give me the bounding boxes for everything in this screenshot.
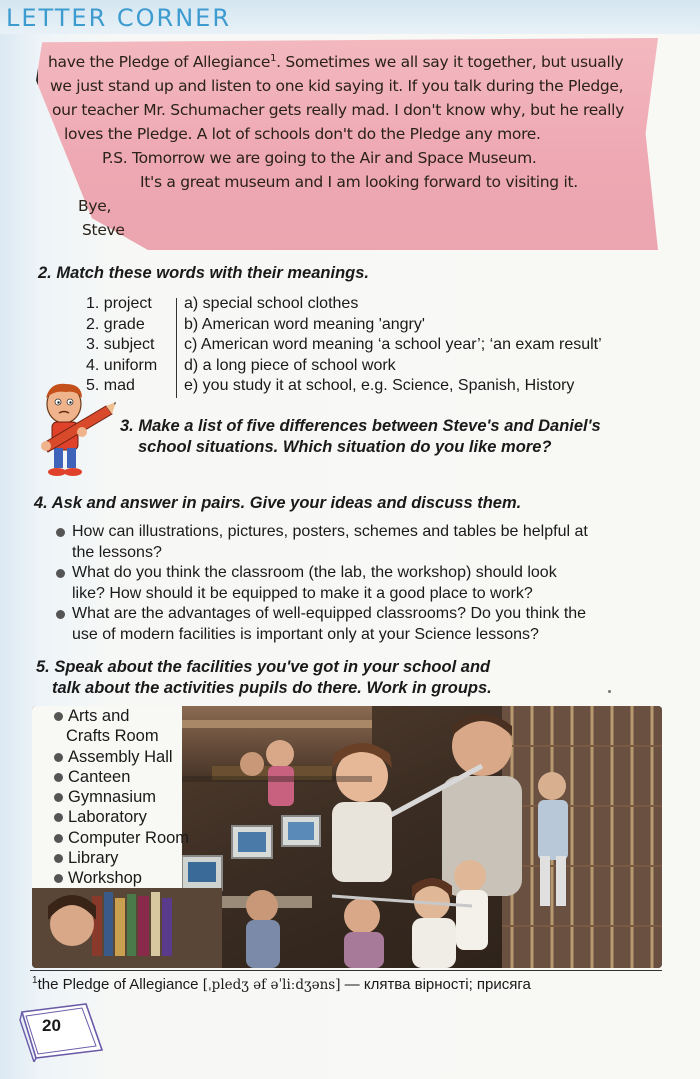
section-title: LETTER CORNER [6, 4, 232, 32]
list-item [52, 706, 189, 726]
list-item [52, 522, 672, 563]
letter-line: our teacher Mr. Schumacher gets really mad. I don't know why, but he really [52, 101, 625, 119]
bullet-icon [54, 813, 63, 822]
bullet-icon [54, 854, 63, 863]
letter-closing: Bye, [78, 197, 112, 215]
meaning-item: e) you study it at school, e.g. Science, Spanish, History [184, 377, 575, 394]
task5-heading [36, 657, 492, 699]
footnote-translation: — клятва вірності; присяга [340, 976, 531, 993]
cartoon-boy-with-pencil-icon [32, 380, 118, 480]
letter-text [48, 50, 628, 242]
letter-line-part: . Sometimes we all say it together, but usually [276, 53, 624, 71]
list-item [52, 747, 189, 767]
bullet-icon [54, 874, 63, 883]
question-line: What are the advantages of well-equipped classrooms? Do you think the [72, 605, 587, 622]
print-speck [608, 690, 611, 693]
letter-line: loves the Pledge. A lot of schools don't do the Pledge any more. [64, 125, 541, 143]
question-line: the lessons? [72, 543, 162, 561]
list-item [52, 828, 189, 848]
facility-label: Crafts Room [66, 727, 159, 746]
word-item: 3. subject [86, 336, 155, 353]
facility-label: Arts and [68, 707, 130, 725]
question-line: What do you think the classroom (the lab, the workshop) should look [72, 564, 557, 581]
list-item [52, 787, 189, 807]
facility-label: Library [68, 849, 119, 868]
meanings-column [184, 294, 684, 397]
list-item [52, 807, 189, 827]
meaning-item: b) American word meaning 'angry' [184, 315, 425, 333]
bullet-icon [54, 793, 63, 802]
open-book-page-icon [16, 998, 106, 1062]
question-line: use of modern facilities is important only at your Science lessons? [72, 625, 539, 643]
facility-label: Laboratory [68, 808, 147, 827]
footnote-term: the Pledge of Allegiance [37, 976, 199, 993]
word-item: 4. uniform [86, 356, 158, 374]
task4-question-list [52, 522, 672, 645]
list-item [52, 604, 672, 645]
bullet-icon [54, 773, 63, 782]
list-item-continuation [52, 726, 189, 746]
bullet-icon [54, 834, 63, 843]
letter-ps-line: It's a great museum and I am looking forward to visiting it. [140, 173, 578, 191]
letter-line: we just stand up and listen to one kid saying it. If you talk during the Pledge, [50, 77, 624, 95]
meaning-item: d) a long piece of school work [184, 356, 396, 374]
facility-label: Computer Room [68, 828, 190, 847]
list-item [52, 767, 189, 787]
task3-heading [120, 416, 601, 458]
column-divider [176, 298, 177, 398]
bullet-icon [56, 610, 65, 619]
bullet-icon [56, 569, 65, 578]
footnote-marker: 1 [32, 975, 38, 986]
bullet-icon [54, 753, 63, 762]
task4-heading: 4. Ask and answer in pairs. Give your ideas and discuss them. [34, 494, 522, 512]
task5-line: 5. Speak about the facilities you've got in your school and [36, 658, 491, 676]
bullet-icon [54, 712, 63, 721]
footnote-divider [30, 970, 662, 971]
bullet-icon [56, 528, 65, 537]
question-line: like? How should it be equipped to make it a good place to work? [72, 584, 533, 602]
task3-line: 3. Make a list of five differences between Steve's and Daniel's [120, 417, 601, 435]
question-line: How can illustrations, pictures, posters, schemes and tables be helpful at [72, 523, 588, 540]
facility-label: Gymnasium [68, 788, 157, 807]
page-number: 20 [42, 1016, 61, 1035]
letter-signature: Steve [82, 221, 125, 239]
facility-label: Assembly Hall [68, 747, 173, 766]
task5-line: talk about the activities pupils do there. Work in groups. [52, 679, 492, 697]
list-item [52, 563, 672, 604]
word-item: 5. mad [86, 377, 135, 394]
meaning-item: a) special school clothes [184, 295, 359, 312]
meaning-item: c) American word meaning ‘a school year’; ‘an exam result’ [184, 336, 602, 353]
task3-line: school situations. Which situation do you like more? [138, 438, 552, 456]
word-item: 1. project [86, 295, 152, 312]
task2-heading: 2. Match these words with their meanings. [38, 264, 369, 282]
footnote-phonetic: [ˌpledʒ əf əˈliːdʒəns] [202, 977, 341, 993]
letter-ps-line: P.S. Tomorrow we are going to the Air and Space Museum. [102, 149, 537, 167]
list-item [52, 848, 189, 868]
footnote [32, 976, 531, 993]
word-item: 2. grade [86, 315, 145, 333]
footnote-ref: 1 [270, 52, 277, 64]
facility-label: Canteen [68, 767, 131, 786]
letter-line [48, 50, 628, 74]
letter-line-part: have the Pledge of Allegiance [48, 53, 271, 71]
facility-label: Workshop [68, 869, 142, 888]
facilities-list [52, 706, 189, 889]
list-item [52, 868, 189, 888]
